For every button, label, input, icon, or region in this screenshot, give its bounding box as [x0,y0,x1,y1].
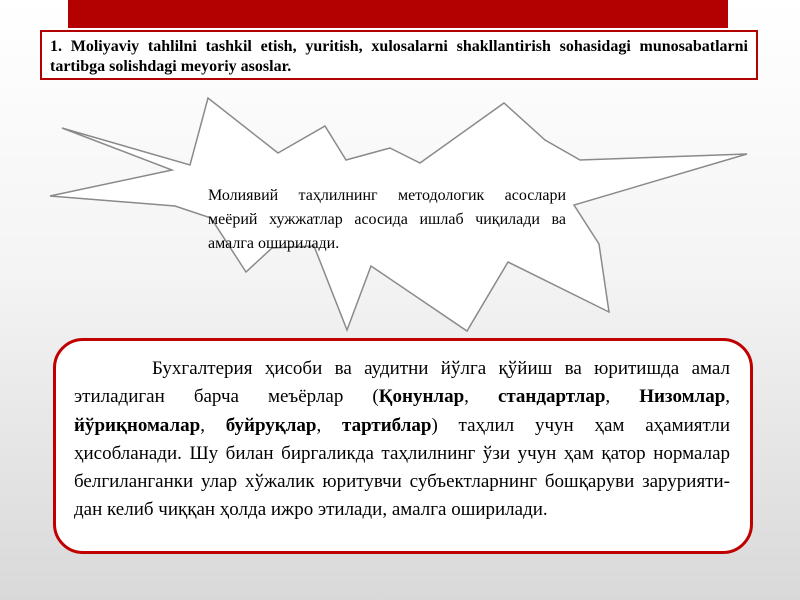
term-procedures: тартиблар [342,414,432,436]
term-laws: Қонунлар [378,386,465,408]
paragraph-intro: Бухгалтерия ҳисоби ва аудитни йўлга қўйиш ва юритишда амал этиладиган барча меъёрлар ( [74,358,730,408]
separator: , [725,386,731,408]
separator: , [464,386,498,408]
main-text-box [53,338,753,554]
separator: , [200,414,226,436]
main-paragraph [74,355,730,525]
term-regulations: Низомлар [639,386,726,408]
term-standards: стандартлар [497,386,606,408]
term-orders: буйруқлар [225,414,317,436]
section-title: 1. Moliyaviy tahlilni tashkil etish, yuritish, xulosalarni shakllantirish sohasidagi munosabatlarni tartibga solishdagi meyoriy asoslar. [50,38,748,75]
paragraph-conclusion: ) таҳлил учун ҳам аҳамиятли ҳисобланади. Шу билан биргаликда таҳлилнинг ўзи учун ҳам қатор нормалар белгиланганки улар хўжалик юритувчи субъектларнинг бошқаруви заруриятидан келиб чиққан ҳолда ижро этилади, амалга оширилади. [74,414,730,521]
separator: , [605,386,640,408]
term-instructions: йўриқномалар [74,414,201,436]
callout-text: Молиявий таҳлилнинг методологик асослари меёрий хужжатлар асосида ишлаб чиқилади ва амалга оширилади. [208,187,566,252]
separator: , [316,414,343,436]
